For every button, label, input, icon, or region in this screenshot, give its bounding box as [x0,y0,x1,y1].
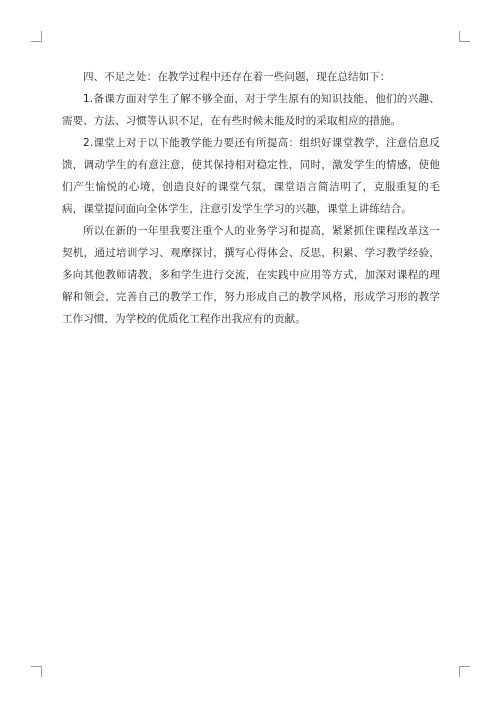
document-body [62,66,440,330]
paragraph-point-2: 2.课堂上对于以下能教学能力要还有所提高：组织好课堂教学，注意信息反馈，调动学生的有意注意，使其保持相对稳定性，同时，激发学生的情感，使他们产生愉悦的心境，创造良好的课堂气氛，课堂语言简洁明了，克服重复的毛病，课堂提问面向全体学生，注意引发学生学习的兴趣，课堂上讲练结合。 [62,137,440,215]
paragraph-point-1: 1.备课方面对学生了解不够全面，对于学生原有的知识技能，他们的兴趣、需要、方法、习惯等认识不足，在有些时候未能及时的采取相应的措施。 [62,93,440,127]
crop-mark-top-left [31,31,42,42]
crop-mark-bottom-left [31,666,42,677]
crop-mark-bottom-right [459,666,470,677]
paragraph-plan: 所以在新的一年里我要注重个人的业务学习和提高，紧紧抓住课程改革这一契机，通过培训学习、观摩探讨，撰写心得体会、反思，积累、学习教学经验，多向其他教师请教，多和学生进行交流，在实践中应用等方式，加深对课程的理解和领会，完善自己的教学工作，努力形成自己的教学风格，形成学习形的教学工作习惯，为学校的优质化工程作出我应有的贡献。 [62,225,440,325]
paragraph-shortcomings-heading: 四、不足之处：在教学过程中还存在着一些问题，现在总结如下： [83,71,391,83]
crop-mark-top-right [459,31,470,42]
